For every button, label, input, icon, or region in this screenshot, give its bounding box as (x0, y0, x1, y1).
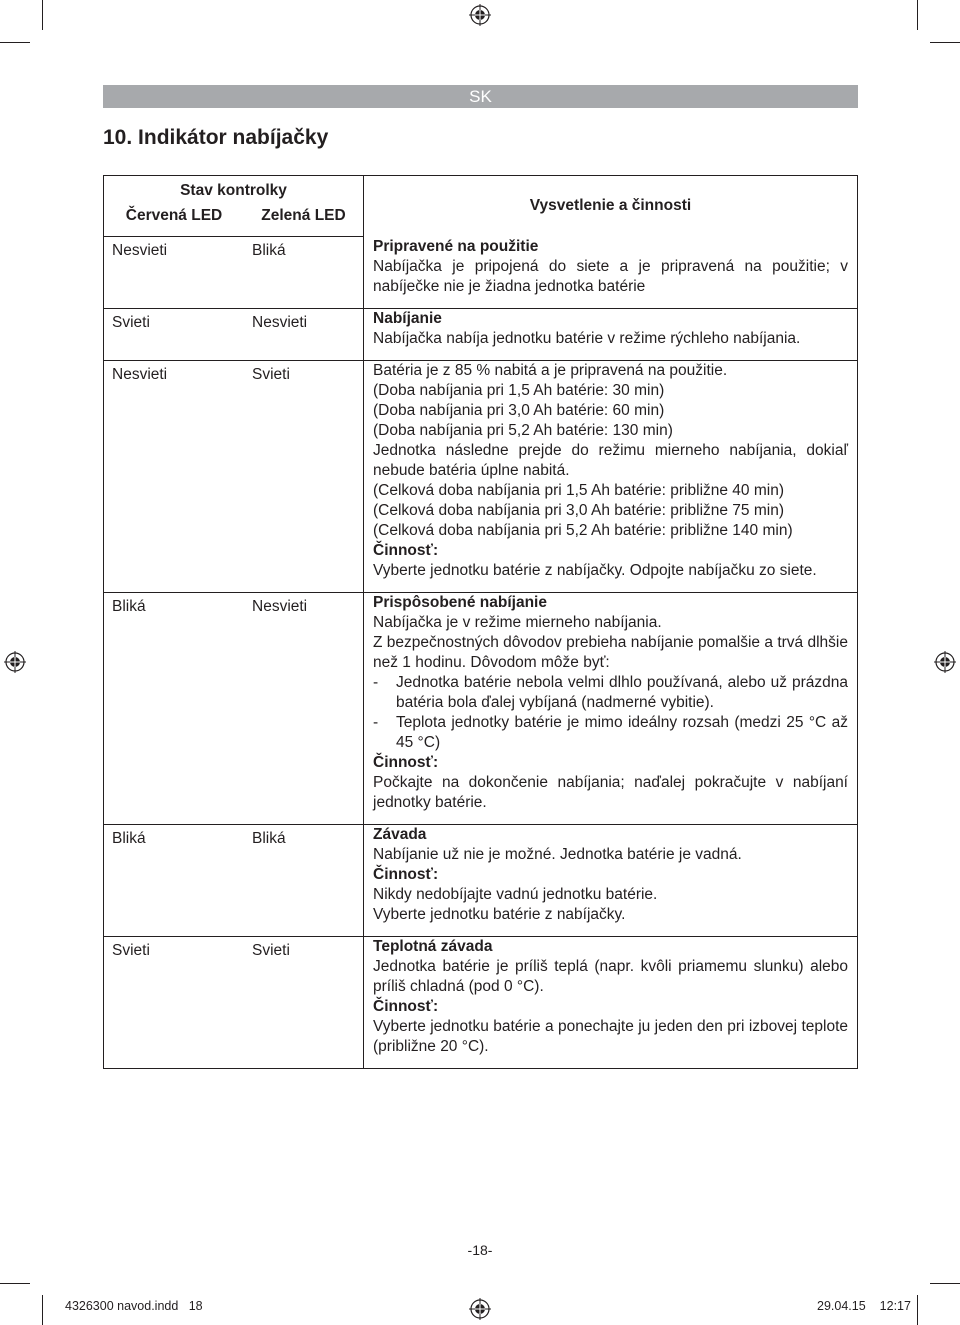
header-led-status: Stav kontrolky (104, 176, 364, 207)
dash-marker: - (373, 713, 379, 731)
table-row (104, 824, 858, 936)
registration-mark-icon (934, 651, 956, 673)
action-text: Vyberte jednotku batérie z nabíjačky. (373, 905, 626, 923)
explanation-text: Nabíjanie už nie je možné. Jednotka batérie je vadná. (373, 845, 742, 863)
green-led-state: Bliká (244, 824, 364, 936)
action-text: Vyberte jednotku batérie a ponechajte ju jeden den pri izbovej teplote (približne 20 °C). (373, 1017, 848, 1055)
green-led-state: Svieti (244, 936, 364, 1068)
explanation-text: Nabíjačka je pripojená do siete a je pripravená na použitie; v nabíječke nie je žiadna jednotka batérie (373, 257, 848, 295)
explanation-text: Batéria je z 85 % nabitá a je pripravená na použitie. (373, 361, 728, 379)
state-title: Teplotná závada (373, 937, 493, 955)
crop-mark (0, 1283, 30, 1284)
explanation-cell (364, 360, 858, 592)
crop-mark (930, 1283, 960, 1284)
footer-file-info: 4326300 navod.indd 18 (65, 1299, 203, 1313)
red-led-state: Bliká (104, 592, 245, 824)
table-row (104, 308, 858, 360)
indicator-table (103, 175, 858, 1069)
section-heading: 10. Indikátor nabíjačky (103, 126, 329, 149)
state-title: Nabíjanie (373, 309, 442, 327)
explanation-cell (364, 824, 858, 936)
header-red-led: Červená LED (104, 206, 245, 237)
explanation-text: (Celková doba nabíjania pri 5,2 Ah batérie: približne 140 min) (373, 521, 793, 539)
explanation-cell (364, 237, 858, 309)
crop-mark (0, 42, 30, 43)
registration-mark-icon (469, 4, 491, 26)
table-row (104, 592, 858, 824)
table-row (104, 360, 858, 592)
explanation-text: Jednotka batérie je príliš teplá (napr. kvôli priamemu slunku) alebo príliš chladná (pod 0 °C). (373, 957, 848, 995)
explanation-cell (364, 592, 858, 824)
explanation-cell (364, 308, 858, 360)
crop-mark (917, 0, 918, 30)
footer-date: 29.04.15 (817, 1299, 866, 1313)
state-title: Závada (373, 825, 427, 843)
table-row (104, 936, 858, 1068)
crop-mark (930, 42, 960, 43)
registration-mark-icon (469, 1298, 491, 1320)
table-row (104, 237, 858, 309)
explanation-text: Jednotka následne prejde do režimu mierneho nabíjania, dokiaľ nebude batéria úplne nabitá. (373, 441, 848, 479)
state-title: Pripravené na použitie (373, 237, 539, 255)
action-label: Činnosť: (373, 753, 439, 771)
green-led-state: Bliká (244, 237, 364, 309)
action-label: Činnosť: (373, 865, 439, 883)
explanation-text: (Celková doba nabíjania pri 1,5 Ah batérie: približne 40 min) (373, 481, 784, 499)
list-item (373, 673, 848, 713)
red-led-state: Svieti (104, 936, 245, 1068)
explanation-cell (364, 936, 858, 1068)
crop-mark (42, 0, 43, 30)
red-led-state: Nesvieti (104, 360, 245, 592)
action-text: Vyberte jednotku batérie z nabíjačky. Odpojte nabíjačku zo siete. (373, 561, 817, 579)
explanation-text: (Doba nabíjania pri 5,2 Ah batérie: 130 min) (373, 421, 673, 439)
explanation-text: (Doba nabíjania pri 3,0 Ah batérie: 60 min) (373, 401, 665, 419)
green-led-state: Nesvieti (244, 308, 364, 360)
explanation-text: (Doba nabíjania pri 1,5 Ah batérie: 30 min) (373, 381, 665, 399)
action-label: Činnosť: (373, 997, 439, 1015)
header-explanation: Vysvetlenie a činnosti (364, 176, 858, 237)
green-led-state: Nesvieti (244, 592, 364, 824)
page-number: -18- (467, 1242, 493, 1258)
green-led-state: Svieti (244, 360, 364, 592)
crop-mark (42, 1295, 43, 1325)
footer-timestamp (817, 1299, 911, 1313)
red-led-state: Svieti (104, 308, 245, 360)
crop-mark (917, 1295, 918, 1325)
footer-time: 12:17 (879, 1299, 911, 1313)
explanation-text: Nabíjačka nabíja jednotku batérie v režime rýchleho nabíjania. (373, 329, 801, 347)
dash-marker: - (373, 673, 379, 691)
action-text: Počkajte na dokončenie nabíjania; naďalej pokračujte v nabíjaní jednotky batérie. (373, 773, 848, 811)
registration-mark-icon (4, 651, 26, 673)
explanation-text: (Celková doba nabíjania pri 3,0 Ah batérie: približne 75 min) (373, 501, 784, 519)
red-led-state: Nesvieti (104, 237, 245, 309)
explanation-text: Z bezpečnostných dôvodov prebieha nabíjanie pomalšie a trvá dlhšie než 1 hodinu. Dôvodom môže byť: (373, 633, 848, 671)
language-bar: SK (103, 85, 858, 108)
explanation-text: Nabíjačka je v režime mierneho nabíjania. (373, 613, 662, 631)
action-label: Činnosť: (373, 541, 439, 559)
list-item (373, 713, 848, 753)
list-item-text: Jednotka batérie nebola velmi dlhlo používaná, alebo už prázdna batéria bola ďalej vybíjaná (nadmerné vybitie). (396, 673, 848, 711)
header-green-led: Zelená LED (244, 206, 364, 237)
action-text: Nikdy nedobíjajte vadnú jednotku batérie. (373, 885, 658, 903)
red-led-state: Bliká (104, 824, 245, 936)
state-title: Prispôsobené nabíjanie (373, 593, 547, 611)
list-item-text: Teplota jednotky batérie je mimo ideálny rozsah (medzi 25 °C až 45 °C) (396, 713, 848, 751)
